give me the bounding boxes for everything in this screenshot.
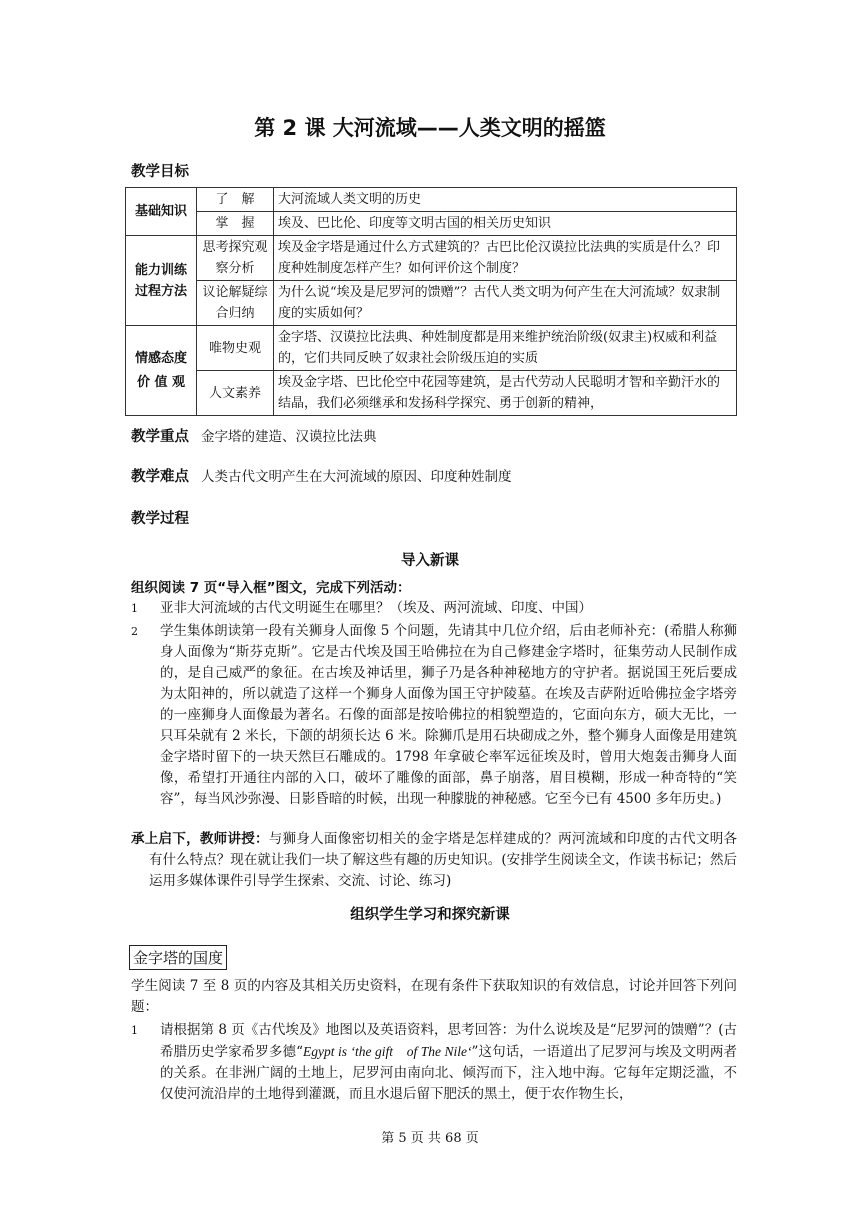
table-row <box>126 236 737 281</box>
subsection-title: 金字塔的国度 <box>129 945 227 970</box>
list-item <box>160 1020 737 1105</box>
category-cell: 情感态度价 值 观 <box>126 326 197 416</box>
process-heading: 教学过程 <box>131 511 189 527</box>
content-cell: 埃及、巴比伦、印度等文明古国的相关历史知识 <box>274 212 737 236</box>
difficult-points-label: 教学难点 <box>131 469 189 485</box>
activity-intro: 组织阅读 7 页“导入框”图文，完成下列活动： <box>131 580 411 596</box>
difficult-points-text: 人类古代文明产生在大河流域的原因、印度种姓制度 <box>201 469 512 485</box>
teaching-goals-heading: 教学目标 <box>131 164 189 180</box>
key-points <box>131 425 377 446</box>
category-cell: 基础知识 <box>126 188 197 236</box>
transition-paragraph <box>131 829 737 892</box>
english-quote: Egypt is ‘the gift of The Nile‘ <box>303 1044 472 1059</box>
subcategory-cell: 掌 握 <box>197 212 274 236</box>
content-cell: 埃及金字塔是通过什么方式建筑的？古巴比伦汉谟拉比法典的实质是什么？印度种姓制度怎样产生？如何评价这个制度？ <box>274 236 737 281</box>
subcategory-cell: 唯物史观 <box>197 326 274 371</box>
list-item: 亚非大河流域的古代文明诞生在哪里？（埃及、两河流域、印度、中国） <box>160 600 592 616</box>
content-cell: 埃及金字塔、巴比伦空中花园等建筑，是古代劳动人民聪明才智和辛勤汗水的结晶，我们必须继承和发扬科学探究、勇于创新的精神， <box>274 371 737 416</box>
transition-label: 承上启下，教师讲授： <box>131 831 269 847</box>
subcategory-cell: 了 解 <box>197 188 274 212</box>
transition-text: 与狮身人面像密切相关的金字塔是怎样建成的？两河流域和印度的古代文明各有什么特点？现在就让我们一块了解这些有趣的历史知识。(安排学生阅读全文，作读书标记；然后运用多媒体课件引导学生探索、交流、讨论、练习) <box>149 831 738 889</box>
list-number: 1 <box>131 602 138 615</box>
table-row <box>126 326 737 371</box>
section-heading: 导入新课 <box>401 553 459 569</box>
section-heading: 组织学生学习和探究新课 <box>350 907 510 923</box>
table-row <box>126 281 737 326</box>
difficult-points <box>131 465 512 486</box>
list-item: 学生集体朗读第一段有关狮身人面像 5 个问题，先请其中几位介绍，后由老师补充：(希腊人称狮身人面像为“斯芬克斯”。它是古代埃及国王哈佛拉在为自己修建金字塔时，征集劳动人民制作成的，是自己威严的象征。在古埃及神话里，狮子乃是各种神秘地方的守护者。据说国王死后要成为太阳神的，所以就造了这样一个狮身人面像为国王守护陵墓。在埃及吉萨附近哈佛拉金字塔旁的一座狮身人面像最为著名。石像的面部是按哈佛拉的相貌塑造的，它面向东方，硕大无比，一只耳朵就有 2 米长，下颌的胡须长达 6 米。除狮爪是用石块砌成之外，整个狮身人面像是用建筑金字塔时留下的一块天然巨石雕成的。1798 年拿破仑率军远征埃及时，曾用大炮轰击狮身人面像，希望打开通往内部的入口，破坏了雕像的面部，鼻子崩落，眉目模糊，形成一种奇特的“笑容”，每当风沙弥漫、日影昏暗的时候，出现一种朦胧的神秘感。它至今已有 4500 多年历史。) <box>160 623 737 807</box>
lesson-title: 第 2 课 大河流域——人类文明的摇篮 <box>254 116 606 140</box>
key-points-text: 金字塔的建造、汉谟拉比法典 <box>201 429 377 445</box>
subcategory-cell: 议论解疑综合归纳 <box>197 281 274 326</box>
teaching-goals-table <box>125 187 737 416</box>
content-cell: 大河流域人类文明的历史 <box>274 188 737 212</box>
content-cell: 金字塔、汉谟拉比法典、种姓制度都是用来维护统治阶级(奴隶主)权威和利益的，它们共同反映了奴隶社会阶级压迫的实质 <box>274 326 737 371</box>
item-text-a: 请根据第 8 页《古代埃及》地图以及英语资料，思考回答：为什么说埃及是“尼罗河的馈赠”？(古希腊历史学家希罗多德“ <box>160 1022 737 1060</box>
table-row <box>126 188 737 212</box>
list-number: 1 <box>131 1024 138 1037</box>
category-cell: 能力训练过程方法 <box>126 236 197 326</box>
key-points-label: 教学重点 <box>131 429 189 445</box>
page-footer: 第 5 页 共 68 页 <box>381 1131 479 1146</box>
subsection-intro: 学生阅读 7 至 8 页的内容及其相关历史资料，在现有条件下获取知识的有效信息，讨论并回答下列问题： <box>131 978 737 1015</box>
list-number: 2 <box>131 625 138 638</box>
subcategory-cell: 人文素养 <box>197 371 274 416</box>
table-row <box>126 212 737 236</box>
table-row <box>126 371 737 416</box>
item-text-b: ”这句话，一语道出了尼罗河与埃及文明两者的关系。在非洲广阔的土地上，尼罗河由南向北、倾泻而下，注入地中海。它每年定期泛滥，不仅使河流沿岸的土地得到灌溉，而且水退后留下肥沃的黑土，便于农作物生长， <box>160 1044 738 1102</box>
subcategory-cell: 思考探究观察分析 <box>197 236 274 281</box>
content-cell: 为什么说“埃及是尼罗河的馈赠”？古代人类文明为何产生在大河流域？奴隶制度的实质如何？ <box>274 281 737 326</box>
